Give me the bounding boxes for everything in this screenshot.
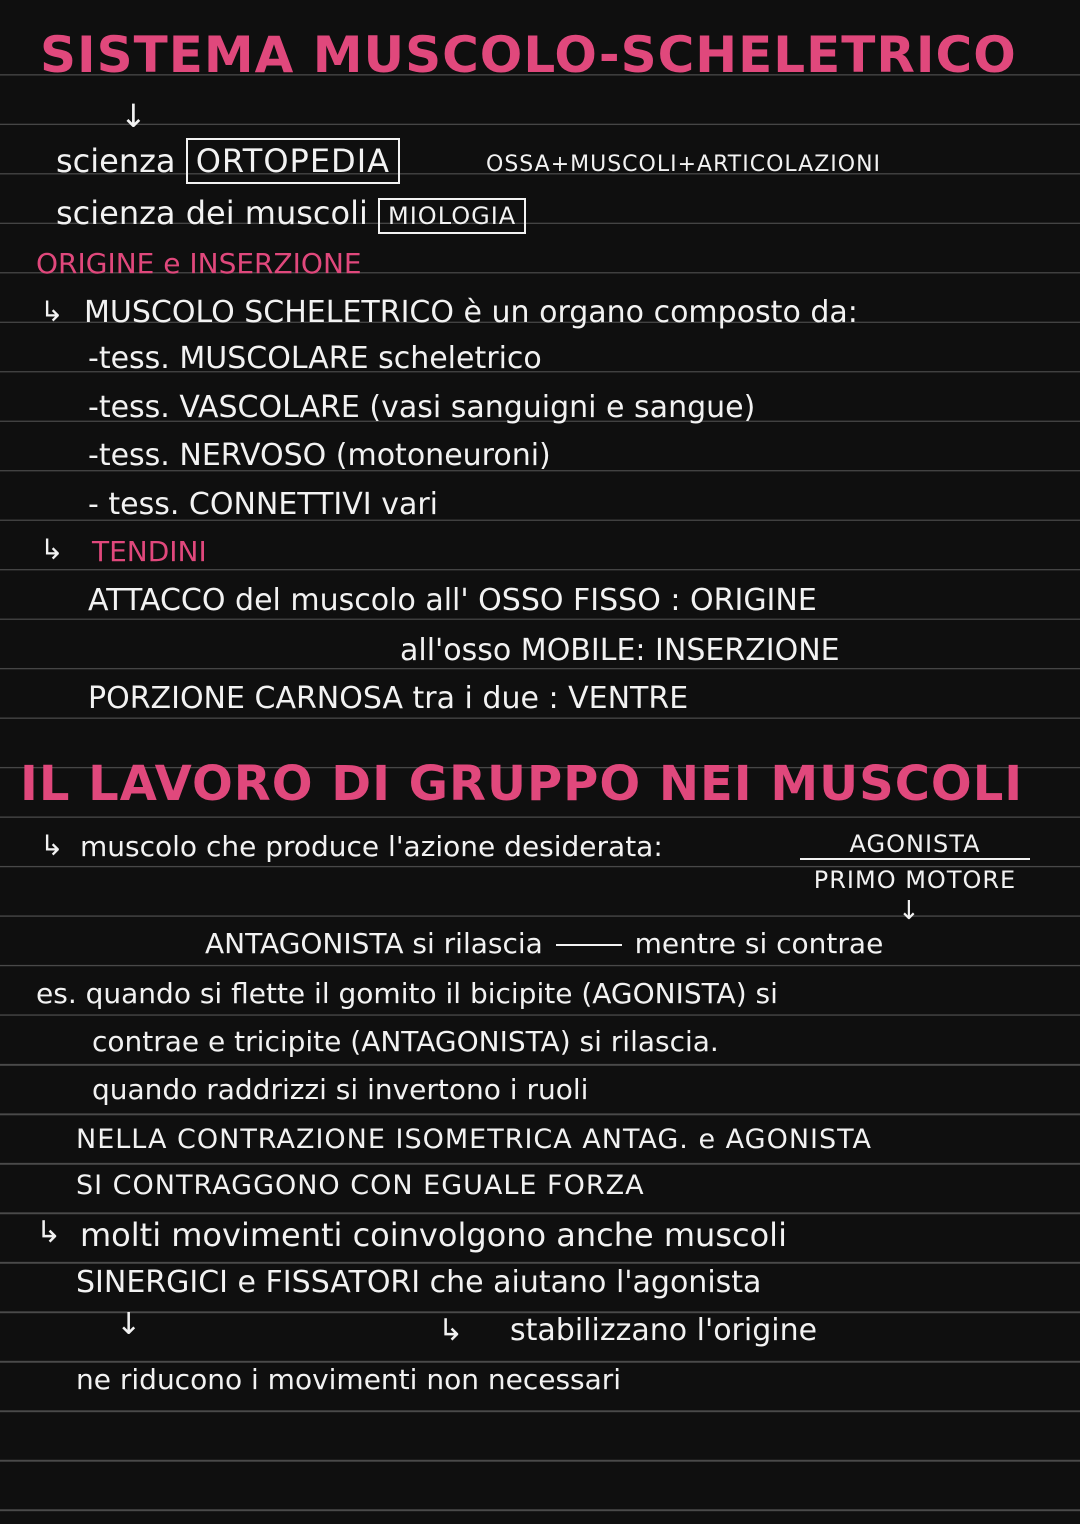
molti-movimenti-line: molti movimenti coinvolgono anche muscoli: [80, 1216, 787, 1254]
scienza-label: scienza: [56, 142, 176, 180]
stabilizzano-line: stabilizzano l'origine: [510, 1313, 818, 1348]
tendini-label: TENDINI: [92, 535, 207, 568]
arrow-right-icon: ↳: [438, 1313, 464, 1348]
tissue-item: -tess. NERVOSO (motoneuroni): [88, 438, 551, 473]
antagonista-text: ANTAGONISTA si rilascia: [205, 927, 543, 960]
arrow-turn-right-icon: ↳: [40, 533, 64, 566]
section1-title: SISTEMA MUSCOLO-SCHELETRICO: [40, 26, 1017, 84]
agonista-lead: muscolo che produce l'azione desiderata:: [80, 830, 663, 863]
sinergici-line: SINERGICI e FISSATORI che aiutano l'agonista: [76, 1265, 762, 1300]
tissue-item: -tess. MUSCOLARE scheletrico: [88, 341, 542, 376]
arrow-down-icon: ↓: [898, 896, 920, 926]
primo-motore-label: PRIMO MOTORE: [813, 866, 1017, 894]
example-line: es. quando si flette il gomito il bicipite (AGONISTA) si: [36, 977, 778, 1010]
section2-title: IL LAVORO DI GRUPPO NEI MUSCOLI: [20, 756, 1024, 812]
antagonista-line: [205, 927, 884, 960]
muscolo-scheletrico-lead: MUSCOLO SCHELETRICO è un organo composto da:: [84, 295, 858, 330]
attacco-inserzione-line: all'osso MOBILE: INSERZIONE: [400, 633, 840, 668]
scienza-ortopedia-line: [56, 142, 400, 180]
arrow-turn-right-icon: ↳: [40, 829, 64, 862]
ventre-line: PORZIONE CARNOSA tra i due : VENTRE: [88, 681, 689, 716]
tissue-item: -tess. VASCOLARE (vasi sanguigni e sangue): [88, 390, 756, 425]
arrow-down-icon: ↓: [120, 97, 147, 135]
example-line: quando raddrizzi si invertono i ruoli: [92, 1073, 589, 1106]
example-line: contrae e tricipite (ANTAGONISTA) si rilascia.: [92, 1025, 719, 1058]
attacco-origine-line: ATTACCO del muscolo all' OSSO FISSO : ORIGINE: [88, 583, 817, 618]
agonista-label: AGONISTA: [800, 832, 1030, 860]
miologia-line: [56, 194, 526, 232]
riducono-line: ne riducono i movimenti non necessari: [76, 1363, 622, 1396]
ortopedia-box: ORTOPEDIA: [186, 138, 400, 184]
origine-inserzione-subtitle: ORIGINE e INSERZIONE: [36, 247, 362, 280]
miologia-label: scienza dei muscoli: [56, 194, 368, 232]
connector-line: [556, 944, 622, 946]
tissue-item: - tess. CONNETTIVI vari: [88, 487, 438, 522]
miologia-box: MIOLOGIA: [378, 198, 526, 234]
arrow-turn-right-icon: ↳: [40, 295, 64, 328]
arrow-turn-right-icon: ↳: [36, 1215, 62, 1250]
isometrica-line: NELLA CONTRAZIONE ISOMETRICA ANTAG. e AGONISTA: [76, 1124, 873, 1155]
contrae-text: mentre si contrae: [634, 927, 884, 960]
ortopedia-description: OSSA+MUSCOLI+ARTICOLAZIONI: [486, 152, 882, 177]
isometrica-line: SI CONTRAGGONO CON EGUALE FORZA: [76, 1170, 645, 1201]
arrow-down-icon: ↓: [116, 1307, 142, 1342]
